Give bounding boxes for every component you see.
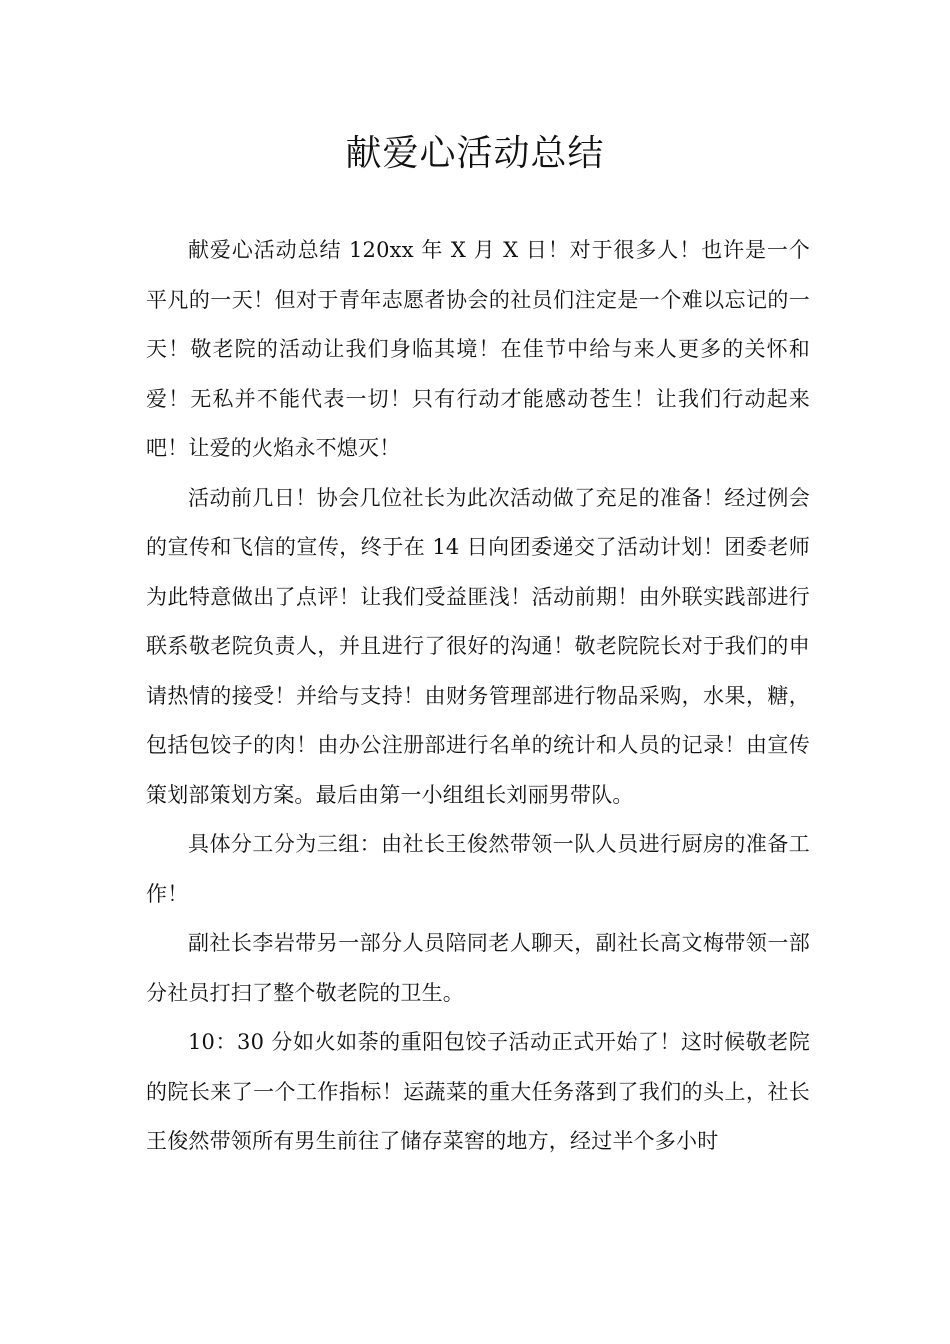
document-title: 献爱心活动总结 [345,133,605,174]
paragraph-5: 10：30 分如火如荼的重阳包饺子活动正式开始了！这时候敬老院的院长来了一个工作指标！运蔬菜的重大任务落到了我们的头上，社长王俊然带领所有男生前往了储存菜窖的地方，经过半个多小时 [146,1030,810,1153]
document-body [146,226,810,1167]
paragraph-1: 献爱心活动总结 120xx 年 X 月 X 日！对于很多人！也许是一个平凡的一天！但对于青年志愿者协会的社员们注定是一个难以忘记的一天！敬老院的活动让我们身临其境！在佳节中给与来人更多的关怀和爱！无私并不能代表一切！只有行动才能感动苍生！让我们行动起来吧！让爱的火焰永不熄灭！ [146,238,810,460]
paragraph-2: 活动前几日！协会几位社长为此次活动做了充足的准备！经过例会的宣传和飞信的宣传，终于在 14 日向团委递交了活动计划！团委老师为此特意做出了点评！让我们受益匪浅！活动前期！由外联实践部进行联系敬老院负责人，并且进行了很好的沟通！敬老院院长对于我们的申请热情的接受！并给与支持！由财务管理部进行物品采购，水果，糖，包括包饺子的肉！由办公注册部进行名单的统计和人员的记录！由宣传策划部策划方案。最后由第一小组组长刘丽男带队。 [146,485,810,807]
paragraph-3: 具体分工分为三组：由社长王俊然带领一队人员进行厨房的准备工作！ [146,832,810,906]
paragraph-4: 副社长李岩带另一部分人员陪同老人聊天，副社长高文梅带领一部分社员打扫了整个敬老院的卫生。 [146,931,810,1005]
